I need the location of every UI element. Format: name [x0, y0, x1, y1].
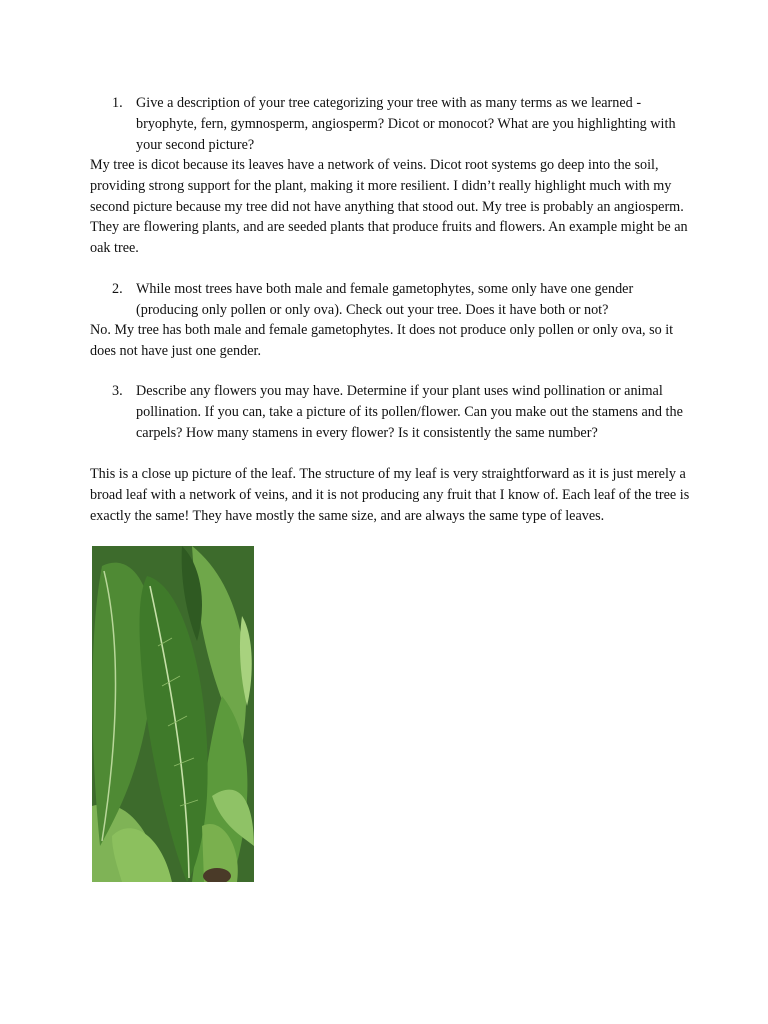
question-2-number: 2.	[112, 281, 123, 297]
leaf-photo	[92, 546, 254, 882]
answer-2: No. My tree has both male and female gametophytes. It does not produce only pollen or only ova, so it does not have just one gender.	[90, 322, 674, 359]
leaf-photo-illustration	[92, 546, 254, 882]
answer-3: This is a close up picture of the leaf. The structure of my leaf is very straightforward as it is just merely a broad leaf with a network of veins, and it is not producing any fruit that I know of. Each leaf of the tree is exactly the same! They have mostly the same size, and are always the same type of leaves.	[90, 466, 690, 524]
question-1-text: Give a description of your tree categorizing your tree with as many terms as we learned - bryophyte, fern, gymnosperm, angiosperm? Dicot or monocot? What are you highlighting with your second picture?	[136, 95, 676, 153]
question-2-text: While most trees have both male and female gametophytes, some only have one gender (producing only pollen or only ova). Check out your tree. Does it have both or not?	[136, 281, 634, 318]
question-3-text: Describe any flowers you may have. Determine if your plant uses wind pollination or animal pollination. If you can, take a picture of its pollen/flower. Can you make out the stamens and the carpels? How many stamens in every flower? Is it consistently the same number?	[136, 383, 683, 441]
question-3-number: 3.	[112, 383, 123, 399]
question-1-number: 1.	[112, 95, 123, 111]
answer-1: My tree is dicot because its leaves have a network of veins. Dicot root systems go deep into the soil, providing strong support for the plant, making it more resilient. I didn’t really highlight much with my second picture because my tree did not have anything that stood out. My tree is probably an angiosperm. They are flowering plants, and are seeded plants that produce fruits and flowers. An example might be an oak tree.	[90, 157, 688, 257]
